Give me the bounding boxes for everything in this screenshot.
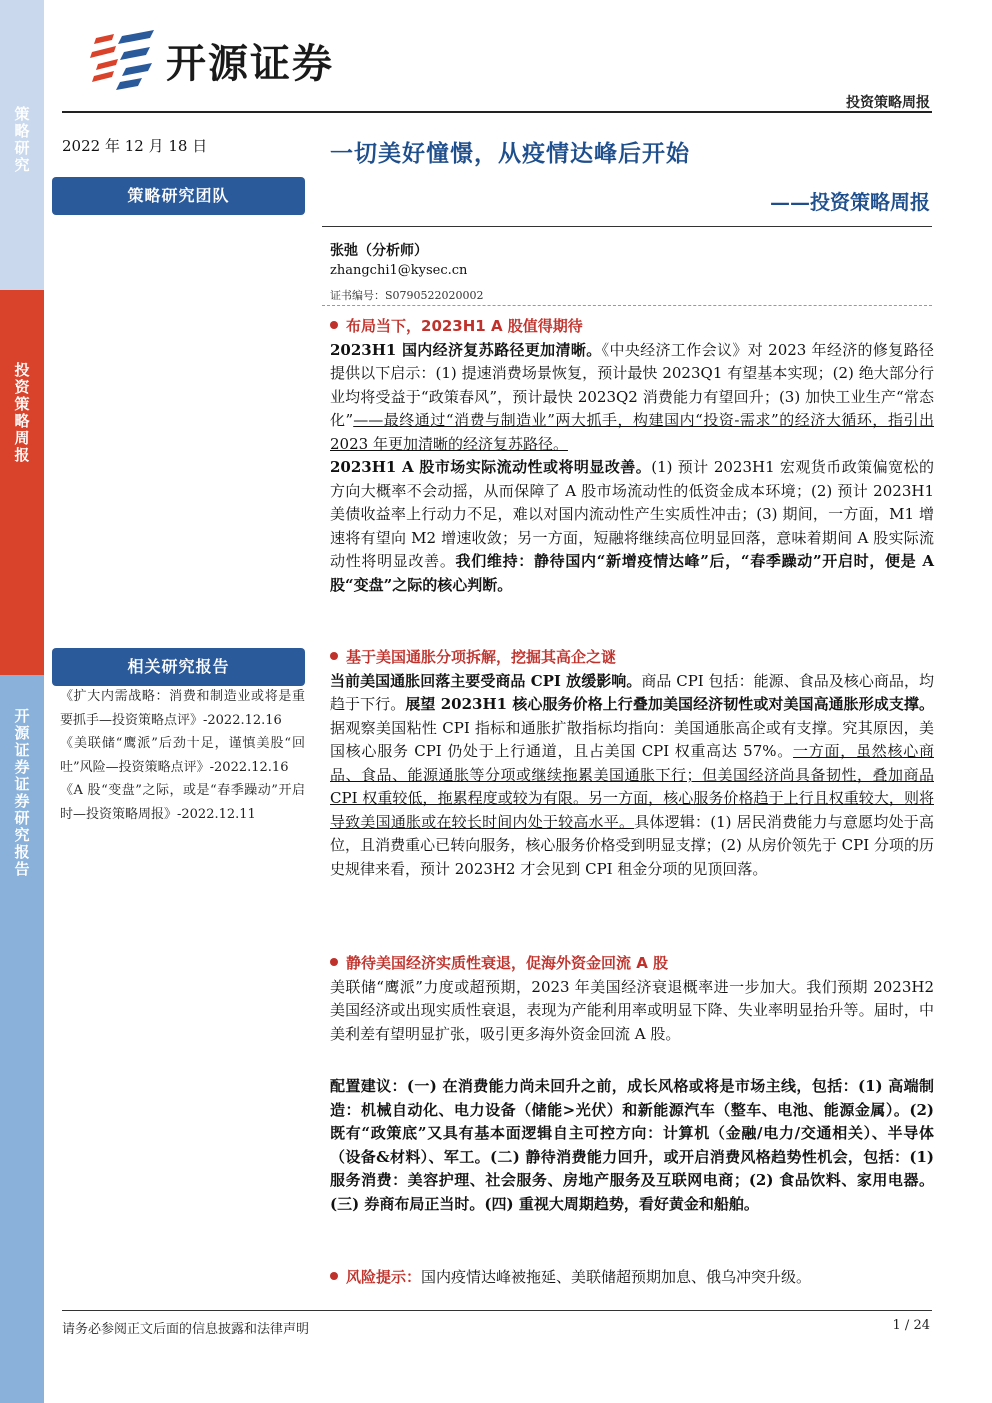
title-divider — [322, 226, 932, 227]
section-heading: 静待美国经济实质性衰退，促海外资金回流 A 股 — [330, 952, 934, 976]
brand-name: 开源证券 — [166, 40, 334, 87]
risk-paragraph: 风险提示：国内疫情达峰被拖延、美联储超预期加息、俄乌冲突升级。 — [330, 1266, 934, 1290]
side-band-top-label: 策 略 研 究 — [14, 105, 30, 174]
section-heading: 基于美国通胀分项拆解，挖掘其高企之谜 — [330, 646, 934, 670]
related-reports-box: 相关研究报告 — [52, 648, 305, 686]
analyst-email[interactable]: zhangchi1@kysec.cn — [330, 263, 468, 278]
bullet-icon — [330, 321, 338, 329]
bullet-icon — [330, 652, 338, 660]
bullet-icon — [330, 1272, 338, 1280]
section-heading: 布局当下，2023H1 A 股值得期待 — [330, 315, 934, 339]
side-band-middle — [0, 290, 44, 675]
analyst-name: 张弛（分析师） — [330, 243, 428, 259]
paragraph: 美联储“鹰派”力度或超预期，2023 年美国经济衰退概率进一步加大。我们预期 2023H2 美国经济或出现实质性衰退，表现为产能利用率或明显下降、失业率明显抬升等。届时，中美利差有望明显扩张，吸引更多海外资金回流 A 股。 — [330, 977, 934, 1043]
report-date: 2022 年 12 月 18 日 — [62, 137, 208, 155]
related-report-item[interactable]: 《美联储“鹰派”后劲十足，谨慎美股“回吐”风险—投资策略点评》-2022.12.16 — [60, 736, 305, 775]
report-title: 一切美好憧憬，从疫情达峰后开始 — [330, 140, 690, 167]
analyst-divider — [322, 305, 932, 306]
brand-logo — [88, 30, 334, 90]
report-subtitle: ——投资策略周报 — [770, 190, 930, 214]
page-number: 1 / 24 — [892, 1318, 930, 1333]
paragraph: 2023H1 国内经济复苏路径更加清晰。《中央经济工作会议》对 2023 年经济的修复路径提供以下启示：(1) 提速消费场景恢复，预计最快 2023Q1 有望基本实现；(2) 绝大部分行业均将受益于“政策春风”，预计最快 2023Q2 消费能力有望回升；(3) 加快工业生产“常态化”——最终通过“消费与制造业”两大抓手，构建国内“投资-需求”的经济大循环，指引出 2023 年更加清晰的经济复苏路径。 — [330, 340, 934, 453]
side-band — [0, 0, 44, 1403]
footer-disclaimer: 请务必参阅正文后面的信息披露和法律声明 — [62, 1322, 310, 1337]
section-allocation — [330, 1075, 934, 1216]
team-box: 策略研究团队 — [52, 177, 305, 215]
paragraph: 2023H1 A 股市场实际流动性或将明显改善。(1) 预计 2023H1 宏观货币政策偏宽松的方向大概率不会动摇，从而保障了 A 股市场流动性的低资金成本环境；(2) 预计 2023H1 美债收益率上行动力不足，难以对国内流动性产生实质性冲击；(3) 期间，一方面，M1 增速将有望向 M2 增速收敛；另一方面，短融将继续高位明显回落，意味着期间 A 股实际流动性将明显改善。我们维持：静待国内“新增疫情达峰”后，“春季躁动”开启时，便是 A 股“变盘”之际的核心判断。 — [330, 458, 934, 594]
section-outlook — [330, 315, 934, 597]
header-label: 投资策略周报 — [846, 95, 930, 111]
header-divider — [62, 111, 932, 113]
section-risk — [330, 1266, 934, 1290]
allocation-paragraph: 配置建议：(一) 在消费能力尚未回升之前，成长风格或将是市场主线，包括：(1) 高端制造：机械自动化、电力设备（储能>光伏）和新能源汽车（整车、电池、能源金属）。(2) 既有“政策底”又具有基本面逻辑自主可控方向：计算机（金融/电力/交通相关）、半导体（设备&材料）、军工。(二) 静待消费能力回升，或开启消费风格趋势性机会，包括：(1) 服务消费：美容护理、社会服务、房地产服务及互联网电商；(2) 食品饮料、家用电器。(三) 券商布局正当时。(四) 重视大周期趋势，看好黄金和船舶。 — [330, 1077, 934, 1213]
side-band-bottom-label: 开 源 证 券 证 券 研 究 报 告 — [14, 707, 30, 878]
analyst-cert: 证书编号：S0790522020002 — [330, 289, 484, 302]
paragraph: 当前美国通胀回落主要受商品 CPI 放缓影响。商品 CPI 包括：能源、食品及核心商品，均趋于下行。展望 2023H1 核心服务价格上行叠加美国经济韧性或对美国高通胀形成支撑。据观察美国粘性 CPI 指标和通胀扩散指标均指向：美国通胀高企或有支撑。究其原因，美国核心服务 CPI 仍处于上行通道，且占美国 CPI 权重高达 57%。一方面，虽然核心商品、食品、能源通胀等分项或继续拖累美国通胀下行；但美国经济尚具备韧性，叠加商品 CPI 权重较低，拖累程度或较为有限。另一方面，核心服务价格趋于上行且权重较大，则将导致美国通胀或在较长时间内处于较高水平。具体逻辑：(1) 居民消费能力与意愿均处于高位，且消费重心已转向服务，核心服务价格受到明显支撑；(2) 从房价领先于 CPI 分项的历史规律来看，预计 2023H2 才会见到 CPI 租金分项的见顶回落。 — [330, 671, 934, 878]
bullet-icon — [330, 958, 338, 966]
section-us-recession — [330, 952, 934, 1046]
related-report-item[interactable]: 《扩大内需战略：消费和制造业或将是重要抓手—投资策略点评》-2022.12.16 — [60, 689, 305, 728]
side-band-middle-label: 投 资 策 略 周 报 — [14, 361, 30, 464]
related-report-item[interactable]: 《A 股“变盘”之际，或是“春季躁动”开启时—投资策略周报》-2022.12.11 — [60, 783, 305, 822]
brand-logo-icon — [88, 30, 160, 90]
section-us-inflation — [330, 646, 934, 881]
footer-divider — [62, 1310, 932, 1311]
related-reports-list — [60, 685, 305, 826]
